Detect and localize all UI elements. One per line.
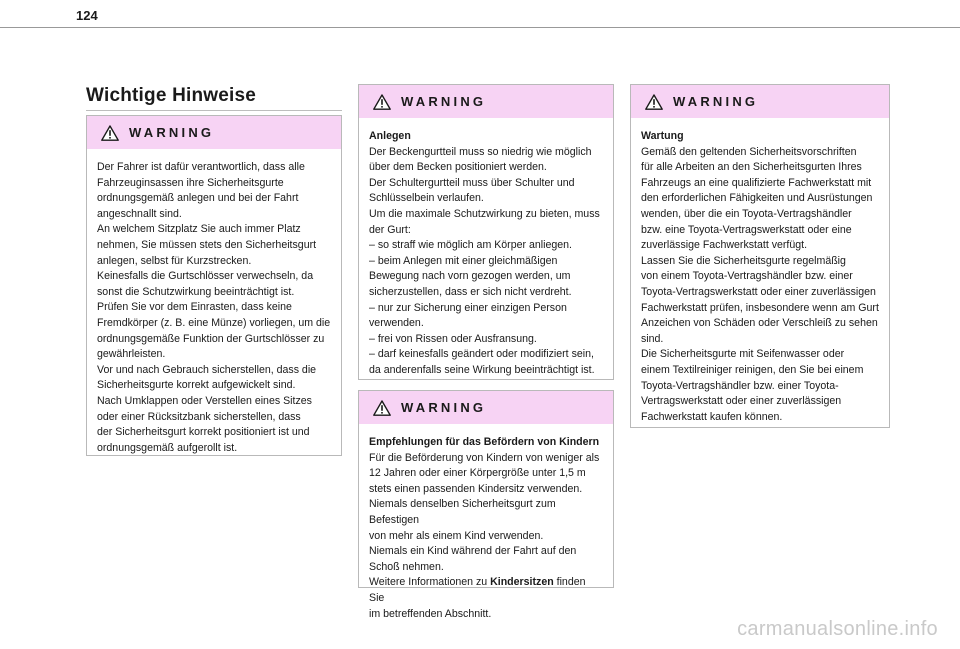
text-line: Gemäß den geltenden Sicherheitsvorschriften xyxy=(641,145,857,158)
text-line: im betreffenden Abschnitt. xyxy=(369,607,492,620)
text-line: einem Textilreiniger reinigen, den Sie bei einem xyxy=(641,363,864,376)
text-line: Prüfen Sie vor dem Einrasten, dass keine xyxy=(97,301,292,314)
text-line: Bewegung nach vorn gezogen werden, um xyxy=(369,270,571,283)
text-line: Fachwerkstatt prüfen, insbesondere wenn am Gurt xyxy=(641,301,879,314)
warning-header xyxy=(359,85,613,118)
text-line: – frei von Rissen oder Ausfransung. xyxy=(369,332,537,345)
warning-triangle-icon xyxy=(373,400,391,416)
text-line: oder einer Rücksitzbank sicherstellen, dass xyxy=(97,410,301,423)
warning-label: WARNING xyxy=(401,94,487,109)
text-line: Der Schultergurtteil muss über Schulter und xyxy=(369,176,575,189)
top-divider xyxy=(0,27,960,28)
watermark: carmanualsonline.info xyxy=(737,618,938,640)
text-line: bzw. eine Toyota-Vertragswerkstatt oder eine xyxy=(641,223,852,236)
warning-box-general xyxy=(86,115,342,456)
text-line: den erforderlichen Fähigkeiten und Ausrüstungen xyxy=(641,192,873,205)
warning-heading: Anlegen xyxy=(369,130,411,142)
page-number: 124 xyxy=(76,8,98,23)
warning-header xyxy=(631,85,889,118)
warning-header xyxy=(359,391,613,424)
text-line: von einem Toyota-Vertragshändler bzw. einer xyxy=(641,270,853,283)
text-line: Lassen Sie die Sicherheitsgurte regelmäßig xyxy=(641,254,846,267)
text-line: sind. xyxy=(641,332,664,345)
text-line: ordnungsgemäße Funktion der Gurtschlösser zu xyxy=(97,332,325,345)
text-line: der Gurt: xyxy=(369,223,411,236)
text-line: ordnungsgemäß anlegen und bei der Fahrt xyxy=(97,192,299,205)
text-line: Nach Umklappen oder Verstellen eines Sitzes xyxy=(97,394,312,407)
text-line: Für die Beförderung von Kindern von weniger als xyxy=(369,451,600,464)
text-line: für alle Arbeiten an den Sicherheitsgurten Ihres xyxy=(641,161,862,174)
text-line: Schoß nehmen. xyxy=(369,560,444,573)
text-line: – so straff wie möglich am Körper anliegen. xyxy=(369,239,572,252)
warning-heading: Empfehlungen für das Befördern von Kindern xyxy=(369,436,600,448)
warning-box-children xyxy=(358,390,614,620)
text-line: Schlüsselbein verlaufen. xyxy=(369,192,484,205)
warning-triangle-icon xyxy=(373,94,391,110)
warning-body xyxy=(359,118,613,389)
text-line: nehmen, Sie müssen stets den Sicherheitsgurt xyxy=(97,238,317,251)
text-line: Toyota-Vertragshändler bzw. einer Toyota- xyxy=(641,379,839,392)
text-line: Fachwerkstatt kaufen können. xyxy=(641,410,783,423)
text-line: wenden, über die ein Toyota-Vertragshändler xyxy=(641,207,852,220)
text-line: – beim Anlegen mit einer gleichmäßigen xyxy=(369,254,558,267)
text-line: Der Fahrer ist dafür verantwortlich, dass alle xyxy=(97,161,305,173)
text-line: Niemals denselben Sicherheitsgurt zum Befestigen xyxy=(369,498,556,526)
text-line: 12 Jahren oder einer Körpergröße unter 1,5 m xyxy=(369,467,586,480)
warning-label: WARNING xyxy=(673,94,759,109)
warning-body xyxy=(359,424,613,632)
section-title: Wichtige Hinweise xyxy=(86,85,257,106)
text-line: anlegen, selbst für Kurzstrecken. xyxy=(97,254,252,267)
text-line: sonst die Schutzwirkung beeinträchtigt ist. xyxy=(97,285,295,298)
text-line: der Sicherheitsgurt korrekt positioniert ist und xyxy=(97,426,310,439)
warning-label: WARNING xyxy=(129,125,215,140)
text-line: Keinesfalls die Gurtschlösser verwechseln, da xyxy=(97,270,314,283)
warning-triangle-icon xyxy=(101,125,119,141)
text-line: sicherzustellen, dass er sich nicht verdreht. xyxy=(369,285,572,298)
text-line: Niemals ein Kind während der Fahrt auf den xyxy=(369,545,577,558)
text-line: da anderenfalls seine Wirkung beeinträchtigt ist. xyxy=(369,363,595,376)
text-line: Toyota-Vertragswerkstatt oder einer zuverlässigen xyxy=(641,285,876,298)
text-line: Vertragswerkstatt oder einer zuverlässigen xyxy=(641,395,842,408)
text-line: Fahrzeugs an eine qualifizierte Fachwerkstatt mit xyxy=(641,176,872,189)
text-line: Sicherheitsgurte korrekt aufgewickelt sind. xyxy=(97,379,296,392)
warning-header xyxy=(87,116,341,149)
text-fragment: Weitere Informationen zu xyxy=(369,576,491,589)
child-seats-reference: Kindersitzen xyxy=(490,576,554,589)
warning-body xyxy=(87,149,341,466)
text-line: Die Sicherheitsgurte mit Seifenwasser oder xyxy=(641,348,845,361)
text-line: verwenden. xyxy=(369,317,424,330)
text-line: stets einen passenden Kindersitz verwenden. xyxy=(369,482,583,495)
title-divider xyxy=(86,110,342,111)
text-fragment: finden Sie xyxy=(369,576,586,604)
text-line xyxy=(369,575,603,606)
text-line: von mehr als einem Kind verwenden. xyxy=(369,529,544,542)
warning-heading: Wartung xyxy=(641,130,684,142)
text-line: zuverlässige Fachwerkstatt verfügt. xyxy=(641,239,808,252)
text-line: Der Beckengurtteil muss so niedrig wie möglich xyxy=(369,145,592,158)
warning-label: WARNING xyxy=(401,400,487,415)
warning-triangle-icon xyxy=(645,94,663,110)
text-line: Anzeichen von Schäden oder Verschleiß zu sehen xyxy=(641,317,878,330)
text-line: gewährleisten. xyxy=(97,348,166,361)
warning-box-maintenance xyxy=(630,84,890,428)
warning-box-fastening xyxy=(358,84,614,380)
text-line: Vor und nach Gebrauch sicherstellen, dass die xyxy=(97,363,317,376)
text-line: angeschnallt sind. xyxy=(97,207,182,220)
text-line: Fremdkörper (z. B. eine Münze) vorliegen, um die xyxy=(97,316,331,329)
warning-body xyxy=(631,118,889,435)
text-line: An welchem Sitzplatz Sie auch immer Platz xyxy=(97,223,301,236)
text-line: über dem Becken positioniert werden. xyxy=(369,161,547,174)
text-line: Fahrzeuginsassen ihre Sicherheitsgurte xyxy=(97,176,284,189)
text-line: – darf keinesfalls geändert oder modifiziert sein, xyxy=(369,348,594,361)
text-line: ordnungsgemäß aufgerollt ist. xyxy=(97,441,238,454)
text-line: – nur zur Sicherung einer einzigen Person xyxy=(369,301,567,314)
text-line: Um die maximale Schutzwirkung zu bieten, muss xyxy=(369,207,600,220)
